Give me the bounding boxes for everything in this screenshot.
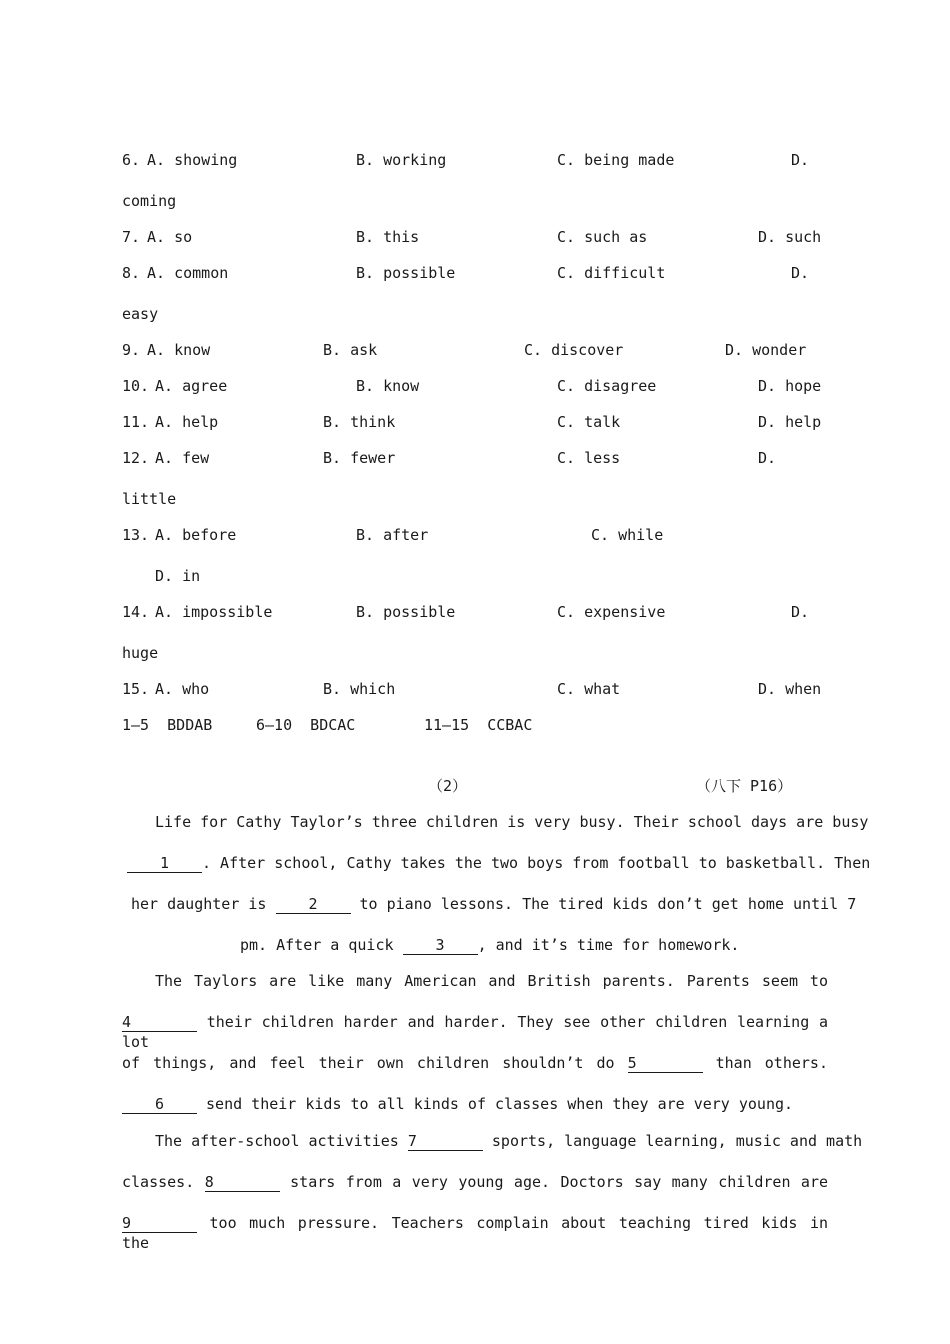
q8-option-c: C. difficult <box>557 264 666 282</box>
q6-option-d-text: coming <box>122 192 177 210</box>
blank-5[interactable]: 5 <box>628 1054 703 1073</box>
q9-option-d: D. wonder <box>725 341 807 359</box>
q8-number: 8. <box>122 264 141 282</box>
passage-p3-line1: The after-school activities 7 sports, language learning, music and math <box>155 1132 863 1150</box>
q8-option-d-text: easy <box>122 305 159 323</box>
blank-3[interactable]: 3 <box>403 936 478 955</box>
blank-8[interactable]: 8 <box>205 1173 280 1192</box>
q15-option-b: B. which <box>323 680 396 698</box>
passage-p3-line3: 9 too much pressure. Teachers complain about teaching tired kids in the <box>122 1214 829 1252</box>
section-number: （2） <box>428 777 468 795</box>
answer-key-11-15: 11—15 CCBAC <box>424 716 533 734</box>
passage-p1-line3: her daughter is 2 to piano lessons. The tired kids don’t get home until 7 <box>131 895 857 913</box>
blank-1[interactable]: 1 <box>127 854 202 873</box>
passage-p2-line3: of things, and feel their own children shouldn’t do 5 than others. <box>122 1054 828 1072</box>
q14-option-c: C. expensive <box>557 603 666 621</box>
blank-4[interactable]: 4 <box>122 1013 197 1032</box>
q13-option-c: C. while <box>591 526 664 544</box>
passage-p1-line2: 1 . After school, Cathy takes the two boys from football to basketball. Then <box>127 853 870 873</box>
q10-number: 10. <box>122 377 150 395</box>
q11-number: 11. <box>122 413 150 431</box>
q12-option-b: B. fewer <box>323 449 396 467</box>
q14-option-b: B. possible <box>356 603 456 621</box>
q9-option-a: A. know <box>147 341 211 359</box>
q15-number: 15. <box>122 680 150 698</box>
q6-option-d: D. <box>791 151 810 169</box>
q10-option-b: B. know <box>356 377 420 395</box>
q12-option-a: A. few <box>155 449 210 467</box>
section-source: （八下 P16） <box>696 777 793 795</box>
q9-option-b: B. ask <box>323 341 378 359</box>
q15-option-c: C. what <box>557 680 621 698</box>
passage-p2-line4: 6 send their kids to all kinds of classes when they are very young. <box>122 1094 793 1114</box>
q6-option-c: C. being made <box>557 151 675 169</box>
q11-option-c: C. talk <box>557 413 621 431</box>
q10-option-a: A. agree <box>155 377 228 395</box>
q11-option-d: D. help <box>758 413 822 431</box>
q14-option-d-text: huge <box>122 644 159 662</box>
q14-number: 14. <box>122 603 150 621</box>
q13-option-d: D. in <box>155 567 201 585</box>
q6-number: 6. <box>122 151 141 169</box>
answer-key-1-5: 1—5 BDDAB <box>122 716 213 734</box>
q7-option-b: B. this <box>356 228 420 246</box>
q7-option-c: C. such as <box>557 228 648 246</box>
q7-option-d: D. such <box>758 228 822 246</box>
q8-option-d: D. <box>791 264 810 282</box>
q12-option-d-text: little <box>122 490 177 508</box>
q6-option-b: B. working <box>356 151 447 169</box>
passage-p1-line4: pm. After a quick 3 , and it’s time for homework. <box>240 936 740 954</box>
q8-option-a: A. common <box>147 264 229 282</box>
q7-number: 7. <box>122 228 141 246</box>
q8-option-b: B. possible <box>356 264 456 282</box>
q10-option-d: D. hope <box>758 377 822 395</box>
q13-number: 13. <box>122 526 150 544</box>
answer-key-6-10: 6—10 BDCAC <box>256 716 356 734</box>
q13-option-b: B. after <box>356 526 429 544</box>
q9-option-c: C. discover <box>524 341 624 359</box>
q14-option-d: D. <box>791 603 810 621</box>
blank-7[interactable]: 7 <box>408 1132 483 1151</box>
q15-option-d: D. when <box>758 680 822 698</box>
q11-option-a: A. help <box>155 413 219 431</box>
q13-option-a: A. before <box>155 526 237 544</box>
passage-p2-line2: 4 their children harder and harder. They see other children learning a lot <box>122 1013 829 1051</box>
passage-p2-line1: The Taylors are like many American and British parents. Parents seem to <box>155 972 828 990</box>
q10-option-c: C. disagree <box>557 377 657 395</box>
q12-option-d: D. <box>758 449 777 467</box>
q12-number: 12. <box>122 449 150 467</box>
q15-option-a: A. who <box>155 680 210 698</box>
blank-6[interactable]: 6 <box>122 1095 197 1114</box>
blank-2[interactable]: 2 <box>276 895 351 914</box>
passage-p3-line2: classes. 8 stars from a very young age. Doctors say many children are <box>122 1173 829 1191</box>
blank-9[interactable]: 9 <box>122 1214 197 1233</box>
q7-option-a: A. so <box>147 228 193 246</box>
q14-option-a: A. impossible <box>155 603 273 621</box>
q9-number: 9. <box>122 341 141 359</box>
q6-option-a: A. showing <box>147 151 238 169</box>
q11-option-b: B. think <box>323 413 396 431</box>
q12-option-c: C. less <box>557 449 621 467</box>
passage-p1-line1: Life for Cathy Taylor’s three children is very busy. Their school days are busy <box>155 813 869 831</box>
